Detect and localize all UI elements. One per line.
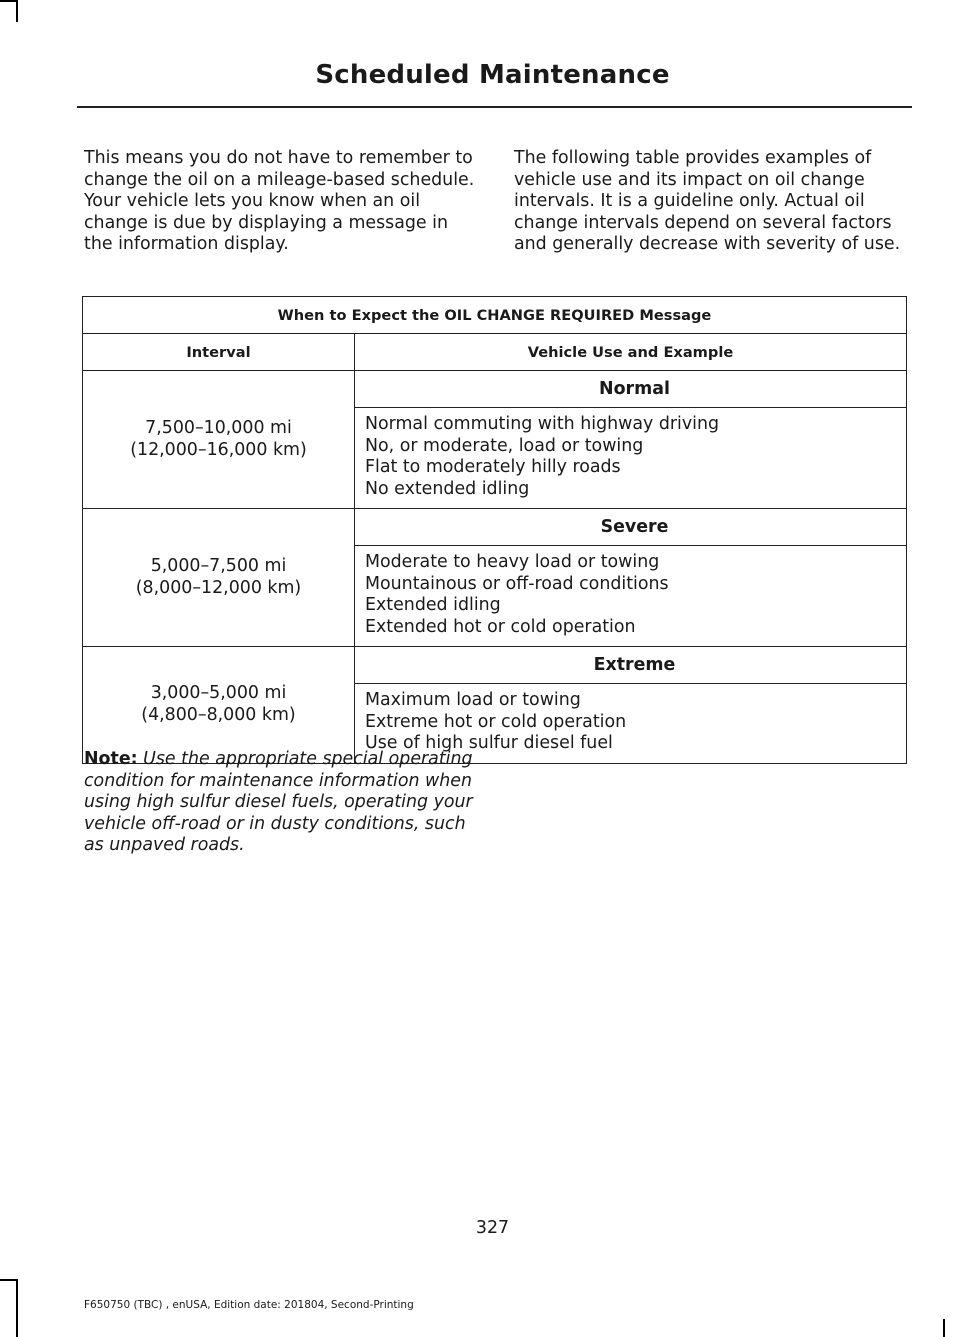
- crop-mark: [0, 0, 17, 2]
- page-number: 327: [475, 1218, 510, 1238]
- list-item: Flat to moderately hilly roads: [365, 457, 621, 477]
- vehicle-use-cell: [355, 408, 907, 509]
- list-item: Use of high sulfur diesel fuel: [365, 733, 613, 753]
- list-item: Extended hot or cold operation: [365, 616, 636, 637]
- column-header-vehicle-use: Vehicle Use and Example: [355, 334, 907, 371]
- table-row: [83, 647, 907, 684]
- list-item: No extended idling: [365, 478, 530, 499]
- table-caption: When to Expect the OIL CHANGE REQUIRED Message: [83, 297, 907, 334]
- interval-cell: [83, 647, 355, 764]
- severity-label: Extreme: [355, 647, 907, 684]
- interval-miles: 3,000–5,000 mi: [150, 683, 287, 704]
- interval-kilometers: (12,000–16,000 km): [130, 439, 307, 460]
- intro-paragraph-left: This means you do not have to remember to change the oil on a mileage-based schedule. Your vehicle lets you know when an oil change is due by displaying a message in the information display.: [84, 148, 475, 254]
- note-label: Note:: [84, 749, 138, 769]
- page-title: Scheduled Maintenance: [315, 60, 670, 90]
- interval-cell: [83, 371, 355, 509]
- intro-paragraph-right: The following table provides examples of vehicle use and its impact on oil change intervals. It is a guideline only. Actual oil change intervals depend on several factors and generally decrease with severity of use.: [514, 148, 901, 254]
- interval-cell: [83, 509, 355, 647]
- edition-footer: F650750 (TBC) , enUSA, Edition date: 201804, Second-Printing: [84, 1299, 414, 1311]
- severity-label: Severe: [355, 509, 907, 546]
- column-header-interval: Interval: [83, 334, 355, 371]
- oil-change-table: [82, 296, 907, 764]
- severity-label: Normal: [355, 371, 907, 408]
- interval-kilometers: (4,800–8,000 km): [141, 704, 296, 725]
- list-item: No, or moderate, load or towing: [365, 435, 644, 456]
- interval-kilometers: (8,000–12,000 km): [135, 577, 302, 598]
- list-item: Moderate to heavy load or towing: [365, 552, 660, 572]
- note-paragraph: [84, 749, 482, 857]
- table-row: [83, 371, 907, 408]
- note-text: Use the appropriate special operating condition for maintenance information when using high sulfur diesel fuels, operating your vehicle off-road or in dusty conditions, such as unpaved roads.: [84, 749, 473, 855]
- table-row: [83, 509, 907, 546]
- list-item: Extreme hot or cold operation: [365, 711, 627, 732]
- interval-miles: 7,500–10,000 mi: [145, 418, 292, 438]
- list-item: Extended idling: [365, 595, 501, 615]
- crop-mark: [16, 0, 18, 22]
- title-divider: [77, 106, 912, 108]
- list-item: Maximum load or towing: [365, 690, 581, 710]
- crop-mark: [943, 1319, 945, 1337]
- list-item: Mountainous or off-road conditions: [365, 573, 669, 594]
- vehicle-use-cell: [355, 546, 907, 647]
- crop-mark: [16, 1279, 18, 1337]
- crop-mark: [0, 1279, 17, 1281]
- list-item: Normal commuting with highway driving: [365, 414, 720, 434]
- interval-miles: 5,000–7,500 mi: [150, 556, 287, 576]
